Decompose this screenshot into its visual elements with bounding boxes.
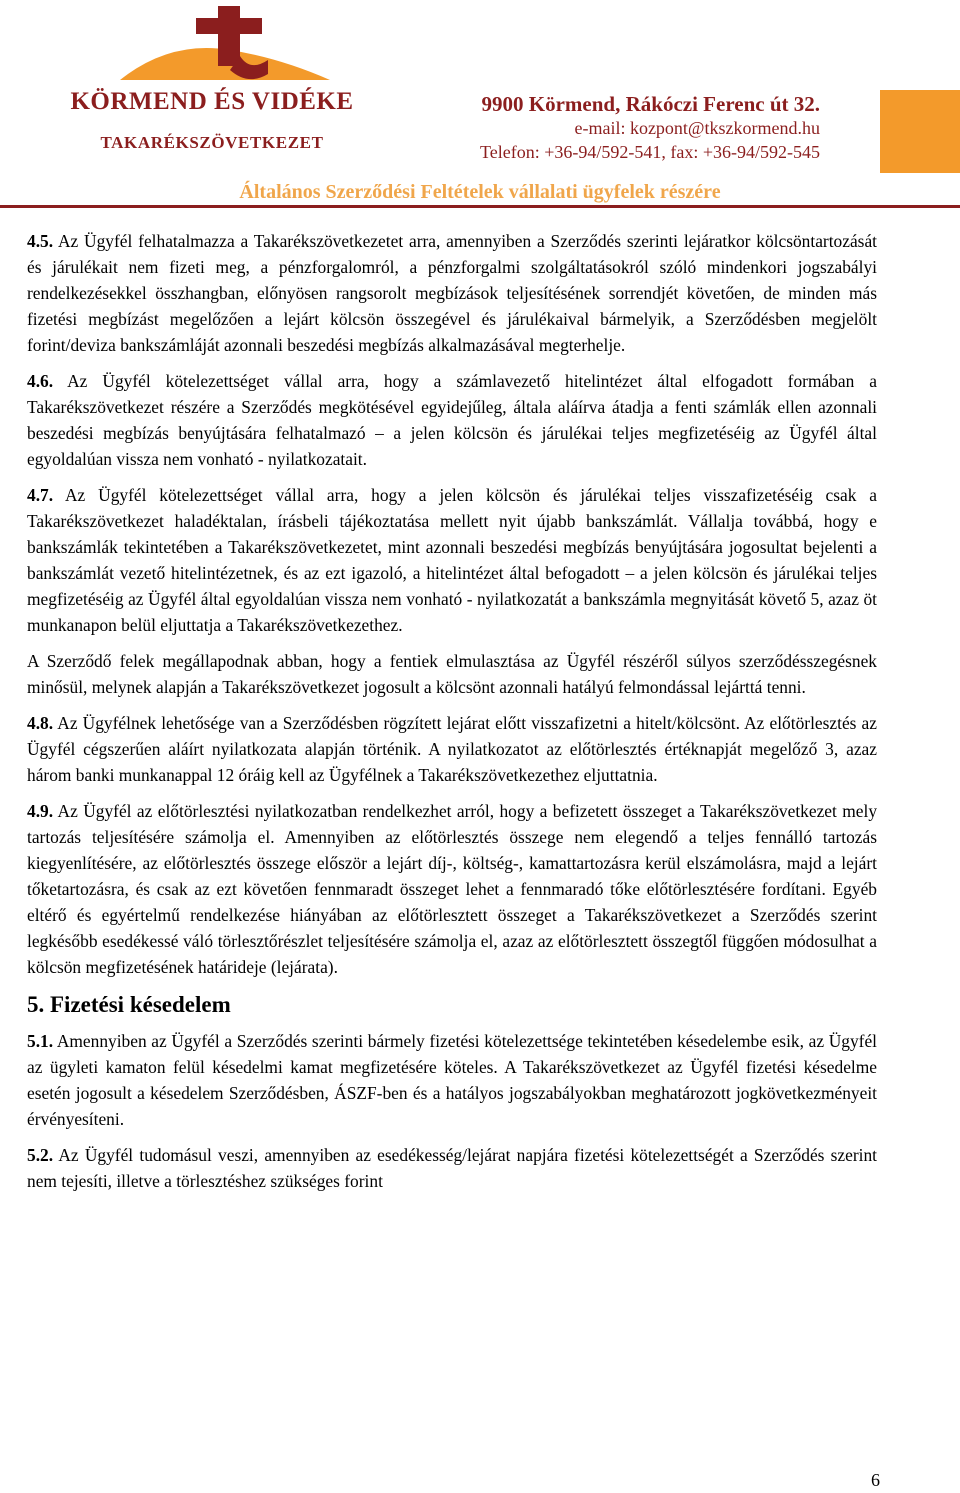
document-body (27, 228, 877, 1204)
clause-text: Az Ügyfél kötelezettséget vállal arra, hogy a jelen kölcsön és járulékai teljes visszafizetéséig csak a Takarékszövetkezet haladéktalan, írásbeli tájékoztatása mellett nyit újabb bankszámlát. Vállalja továbbá, hogy e bankszámlák tekintetében a Takarékszövetkezetet, mint azonnali beszedési megbízás benyújtására jogosultat bejelenti a bankszámlát vezető hitelintézetnek, és az ezt igazoló, a hitelintézet által befogadott – a jelen kölcsön és járulékai teljes megfizetéséig az Ügyfél által egyoldalúan vissza nem vonható - nyilatkozatát a bankszámla megnyitását követő 5, azaz öt munkanapon belül eljuttatja a Takarékszövetkezethez. (27, 485, 878, 635)
clause-text: Az Ügyfél kötelezettséget vállal arra, hogy a számlavezető hitelintézet által elfogadott formában a Takarékszövetkezet részére a Szerződés megkötésével egyidejűleg, általa aláírva átadja a fenti számlák ellen azonnali beszedési megbízás benyújtására felhatalmazó – a jelen kölcsön és járulékai teljes megfizetéséig az Ügyfél által egyoldalúan vissza nem vonható - nyilatkozatait. (27, 371, 877, 469)
clause-number: 5.1. (27, 1031, 54, 1051)
clause-4-7 (27, 482, 877, 638)
clause-4-5 (27, 228, 877, 358)
clause-4-7-continuation (27, 648, 877, 700)
clause-4-6 (27, 368, 877, 472)
clause-4-9 (27, 798, 877, 980)
clause-number: 4.9. (27, 801, 54, 821)
phone-fax: Telefon: +36-94/592-541, fax: +36-94/592-545 (480, 142, 820, 162)
clause-number: 4.5. (27, 231, 54, 251)
clause-text: A Szerződő felek megállapodnak abban, hogy a fentiek elmulasztása az Ügyfél részéről súlyos szerződésszegésnek minősül, melynek alapján a Takarékszövetkezet jogosult a kölcsönt azonnali hatályú felmondással lejárttá tenni. (27, 651, 877, 697)
clause-number: 5.2. (27, 1145, 54, 1165)
clause-number: 4.7. (27, 485, 54, 505)
clause-5-1 (27, 1028, 877, 1132)
clause-number: 4.6. (27, 371, 54, 391)
accent-block (880, 90, 960, 173)
clause-4-8 (27, 710, 877, 788)
contact-block (480, 92, 820, 164)
page-number: 6 (871, 1470, 880, 1490)
clause-text: Az Ügyfél az előtörlesztési nyilatkozatban rendelkezhet arról, hogy a befizetett összeget a Takarékszövetkezet mely tartozás teljesítésére számolja el. Amennyiben az előtörlesztés összege nem elegendő a teljes fennálló tartozás kiegyenlítésére, az előtörlesztés összege először a lejárt díj-, költség-, kamattartozásra kerül elszámolásra, majd a lejárt tőketartozásra, és csak az ezt követően fennmaradt összeget lehet a fennmaradó tőke előtörlesztésére fordítani. Egyéb eltérő és egyértelmű rendelkezése hiányában az előtörlesztett összeget a Takarékszövetkezet a Szerződés szerint legkésőbb esedékessé váló törlesztőrészlet teljesítésére számolja el, azaz az előtörlesztett összegtől függően módosulhat a kölcsön megfizetésének határideje (lejárata). (27, 801, 878, 977)
bank-logo-icon (100, 0, 350, 90)
document-title: Általános Szerződési Feltételek vállalati ügyfelek részére (239, 181, 721, 203)
organization-name: KÖRMEND ÉS VIDÉKE (70, 88, 354, 115)
clause-text: Az Ügyfélnek lehetősége van a Szerződésben rögzített lejárat előtt visszafizetni a hitelt/kölcsönt. Az előtörlesztés az Ügyfél cégszerűen aláírt nyilatkozata alapján történik. A nyilatkozatot az előtörlesztés értéknapját megelőző 3, azaz három banki munkanappal 12 óráig kell az Ügyfélnek a Takarékszövetkezethez eljuttatnia. (27, 713, 877, 785)
organization-subtitle: TAKARÉKSZÖVETKEZET (100, 133, 324, 152)
clause-text: Amennyiben az Ügyfél a Szerződés szerinti bármely fizetési kötelezettsége tekintetében késedelembe esik, az Ügyfél az ügyleti kamaton felül késedelmi kamat megfizetésére köteles. A Takarékszövetkezet az Ügyfél fizetési késedelme esetén jogosult a késedelem Szerződésben, ÁSZF-ben és a hatályos jogszabályokban meghatározott jogkövetkezményeit érvényesíteni. (27, 1031, 878, 1129)
clause-number: 4.8. (27, 713, 54, 733)
clause-text: Az Ügyfél felhatalmazza a Takarékszövetkezetet arra, amennyiben a Szerződés szerinti lejáratkor kölcsöntartozását és járulékait nem fizeti meg, a pénzforgalomról, a pénzforgalmi szolgáltatásokról szóló mindenkori jogszabályi rendelkezésekkel összhangban, előnyösen rangsorolt megbízások teljesítésének sorrendjét követően, de minden más fizetési megbízást megelőzően a lejárt kölcsön összegével és járulékaival bármelyik, a Szerződésben megjelölt forint/deviza bankszámláját azonnali beszedési megbízás alkalmazásával megterhelje. (27, 231, 877, 355)
clause-text: Az Ügyfél tudomásul veszi, amennyiben az esedékesség/lejárat napjára fizetési kötelezettségét a Szerződés szerint nem tejesíti, illetve a törlesztéshez szükséges forint (27, 1145, 877, 1191)
address: 9900 Körmend, Rákóczi Ferenc út 32. (481, 92, 820, 116)
clause-5-2 (27, 1142, 877, 1194)
header-divider (0, 205, 960, 208)
logo (60, 0, 390, 150)
email: e-mail: kozpont@tkszkormend.hu (574, 118, 820, 138)
section-heading: 5. Fizetési késedelem (27, 992, 231, 1017)
